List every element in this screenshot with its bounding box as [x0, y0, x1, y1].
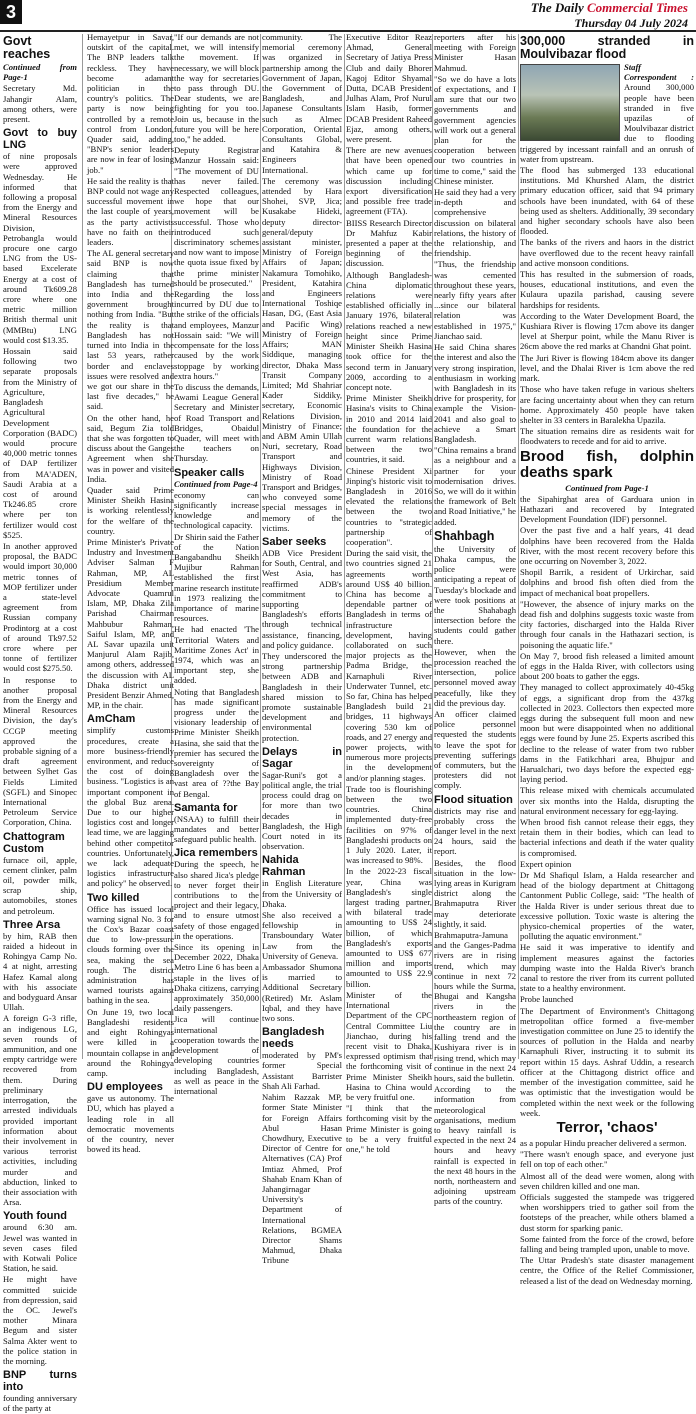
brand-part-b: Commercial Times [587, 0, 688, 15]
subhead: Probe launched [520, 994, 574, 1005]
paragraph: of nine proposals were approved Wednesday. He informed that following a proposal from the Energy and Mineral Resources Division, Petrobangla would procure one cargo LNG from the US-based Excelerate Energy at a cost of around Tk609.28 crore where one metric million British thermal unit (MMBtu) LNG would cost $13.35. [3, 151, 77, 345]
paragraph: Since its opening in December 2022, Dhaka Metro Line 6 has been a staple in the lives of Dhaka citizens, carrying approximately 350,000 daily passengers. [174, 942, 259, 1014]
paragraph: Trade too is flourishing between the two countries. China implemented duty-free facilities on 97% of Bangladeshi products on 1 July 2020. Later, it was increased to 98%. [346, 783, 432, 866]
paragraph: Almost all of the dead were women, along with seven children killed and one man. [520, 1170, 694, 1191]
paragraph: Some fainted from the force of the crowd, before falling and being trampled upon, unable to move. [520, 1233, 694, 1254]
paragraph: In another approved proposal, the BADC would import 30,000 metric tonnes of MOP fertilizer under a state-level agreement from Russian company Prodintorg at a cost of around Tk97.52 crore where per tonne of fertilizer would cost $275.50. [3, 540, 77, 674]
headline-flood-situation: Flood situation [434, 793, 513, 806]
paragraph: as a popular Hindu preacher delivered a sermon. [520, 1137, 687, 1148]
headline-brood-fish: Brood fish, dolphin deaths spark [520, 447, 694, 481]
paragraph: He said the reality is that BNP could not wage any successful movement in the last couple of years, as the party activists have no faith on their leaders. [87, 175, 174, 248]
paragraph: However, when the procession reached the intersection, police personnel moved away peacefully, like they did the previous day. [434, 646, 516, 708]
paragraph: Around 300,000 people have been stranded in five upazilas of Moulvibazar district due to flooding triggered by incessant rainfall and an onrush of water from upstream. [520, 82, 694, 164]
column-5 [346, 32, 432, 1154]
newspaper-name [531, 0, 688, 16]
paragraph: Regarding the loss incurred by DU due to the strike of the officials and employees, Manzur Hossain said: "We will compensate for the loss caused by the work stoppage by working extra hours." [174, 289, 259, 381]
column-rule [260, 34, 261, 1059]
headline-speaker-calls: Speaker calls [174, 466, 245, 479]
paragraph: BIISS Research Director Dr Mahfuz Kabir presented a paper at the beginning of the discussion. [346, 217, 432, 269]
column-4 [262, 32, 342, 1266]
column-rule [344, 34, 345, 1059]
continued-label: Continued from Page-4 [174, 478, 258, 489]
headline-govt-to-buy-lng: Govt to buy LNG [3, 127, 77, 152]
paragraph: They managed to collect approximately 40-45kg of eggs, a significant drop from the 437kg collected in 2023. Collectors then expected more eggs during the subsequent full moon and new moon but were disappointed when no additional eggs were found by June 25. Experts ascribed this decline to the release of water from two rubber dams in the Fatikchhari area, Bhujpur and Harualchari, two days before the expected egg-laying period. [520, 682, 694, 785]
paragraph: She also received a fellowship in Transboundary Water Law from the University of Geneva. [262, 910, 342, 961]
paragraph: During the said visit, the two countries signed 21 agreements worth around US$ 40 billion. China has become a dependable partner of Bangladesh in terms of infrastructure development, having collaborated on such major projects as the Padma Bridge, the Karnaphuli River Underwater Tunnel, etc. So far, China has helped Bangladesh build 21 bridges, 11 highways covering 530 km of roads, and 27 energy and power projects, with numerous more projects in the development and/or planning stages. [346, 548, 432, 783]
continued-label: Continued from Page-1 [3, 62, 77, 83]
headline-amcham: AmCham [87, 713, 136, 726]
page-header [0, 0, 696, 32]
paragraph: "I think that the forthcoming visit by the Prime Minister is going to be a very fruitful one," he told [346, 1103, 432, 1154]
paragraph: The banks of the rivers and haors in the district have overflowed due to the recent heavy rainfall and active monsoon conditions. [520, 237, 694, 268]
paragraph: Quader said Prime Minister Sheikh Hasina is working relentlessly for the welfare of the country. [87, 484, 174, 536]
headline-du-employees: DU employees [87, 1081, 163, 1094]
page-number: 3 [0, 0, 22, 24]
paragraph: There are new avenues that have been opened which came up for discussion including export diversification and possible free trade agreement (FTA). [346, 145, 432, 217]
paragraph: community. The memorial ceremony was organized in partnership among the Government of Japan, the Government of Bangladesh, and Japanese Consultants such as Almec Corporation, Oriental Consultants Global, and Katahira & Engineers International. [262, 32, 342, 175]
paragraph: simplify customs procedures, create a more business-friendly environment, and reduce the cost of doing business. "Logistics is an important component in the global Buz arena. Due to our higher logistics cost and longer lead time, we are lagging behind other competitor countries. Unfortunately, we lack adequate logistics infrastructure and policy" he observed. [87, 725, 174, 889]
paragraph: Hemayetpur in Savar, outskirt of the capital. The BNP leaders talk reckless. They have become adamant politician in the country's politics. The party is now being controlled by a remote control from London, Quader said, adding, "BNP's senior leaders are now in fear of losing job." [87, 32, 174, 175]
paragraph: Although Bangladesh-China diplomatic relations were established officially in January 1976, bilateral relations reached a new height since Prime Minister Sheikh Hasina took office for the second term in January 2009, according to a concept note. [346, 269, 432, 392]
paragraph: Hossain said following two separate proposals from the Ministry of Agriculture, Bangladesh Agricultural Development Corporation (BADC) would procure 40,000 metric tonnes of DAP fertilizer from MA'ADEN, Saudi Arabia at a cost of around Tk246.85 crore where per ton fertilizer would cost $525. [3, 346, 77, 540]
paragraph: This has resulted in the submersion of roads, houses, educational institutions, and even the Kulaura upazila parishad, causing severe hardships for residents. [520, 269, 694, 310]
paragraph: Officials suggested the stampede was triggered when worshippers tried to gather soil from the footsteps of the preacher, while others blamed a dust storm for sparking panic. [520, 1191, 694, 1233]
paragraph: Minister of the International Department of the CPC Central Committee Liu Jianchao, during his recent visit to Dhaka, expressed optimism that the forthcoming visit of Prime Minister Sheikh Hasina to China would be very fruitful one. [346, 989, 432, 1102]
column-rule [82, 34, 83, 1059]
paragraph: "However, the absence of injury marks on the dead fish and dolphins suggests toxic waste from city factories, discharged into the Halda River through four canals in the Hathazari section, is poisoning the aquatic life." [520, 598, 694, 650]
paragraph: On the other hand, he said, Begum Zia told that she was forgotten to discuss about the Ganges Agreement when she was in power and visited India. [87, 412, 174, 484]
headline-chattogram-custom: Chattogram Custom [3, 830, 65, 855]
headline-delays-in-sagar: Delays in Sagar [262, 745, 342, 770]
paragraph: In the 2022-23 fiscal year, China was Bangladesh's single largest trading partner, with bilateral trade amounting to US$ 24 billion, of which Bangladesh's exports amounted to US$ 677 million and imports amounted to US$ 22.9 billion. [346, 866, 432, 989]
paragraph: The ceremony was attended by Hara Shohei, SVP, Jica; Kusakabe Hideki, deputy director-general/deputy assistant minister, Ministry of Foreign Affairs of Japan; Nakamura Tomohiko, President, Katahira and Engineers International Toshiqe Hasan, DG, (East Asia and Pacific Wing) Ministry of Foreign Affairs; MAN Siddique, managing director, Dhaka Mass Transit Company Limited; Md Shahriar Kader Siddiky, secretary, Economic Relations Division, Ministry of Finance; and ABM Amin Ullah Nuri, secretary, Road Transport and Highways Division, Ministry of Road Transport and Bridges, who conveyed some special messages in memory of the victims. [262, 175, 342, 533]
paragraph: the University of Dhaka campus, the police were anticipating a repeat of Tuesday's blockade and were took positions at the Shahabagh intersection before the students could gather there. [434, 543, 516, 646]
paragraph: gave us autonomy. The DU, which has played a leading role in all democratic movements of the country, never bowed its head. [87, 1093, 174, 1155]
paragraph: According to the Water Development Board, the Kushiara River is flowing 17cm above its danger level at Sherpur point, while the Manu River is 26cm above the red marks at Chandni Ghat point. [520, 310, 694, 352]
paragraph: "So we do have a lots of expectations, and I am sure that our two governments and government agencies will work out a general plan for the cooperation between our two countries in time to come," said the Chinese minister. [434, 73, 516, 186]
paragraph: furnace oil, apple, cement clinker, palm oil, powder milk, scrap ship, automobiles, stones and petroleum. [3, 854, 77, 916]
paragraph: Chinese President Xi Jinping's historic visit to Bangladesh in 2016 elevated the relations between the two countries to "strategic partnership of cooperation". [346, 465, 432, 547]
paragraph: He had enacted 'The Territorial Waters and Maritime Zones Act' in 1974, which was an important step, she added. [174, 624, 259, 686]
paragraph: Dr Shirin said the Father of the Nation Bangabandhu Sheikh Mujibur Rahman established the first marine research institute in 1973 realizing the importance of marine resources. [174, 531, 259, 624]
paragraph: The situation remains dire as residents wait for floodwaters to recede and for aid to arrive. [520, 426, 694, 447]
headline-two-killed: Two killed [87, 891, 140, 904]
headline-bangladesh-needs: Bangladesh needs [262, 1026, 325, 1051]
continued-label: Continued from Page-1 [565, 482, 649, 493]
flood-photo [520, 64, 620, 141]
paragraph: During the speech, he also shared Jica's pledge to never forget their contributions to the project and their legacy, and to ensure utmost safety of those engaged in the operations. [174, 859, 259, 941]
paragraph: He said China shares the interest and also the very strong inspiration, enthusiasm in working with Bangladesh in its drive for prosperity, for example the Vision-2041 and also goal to achieve a Smart Bangladesh. [434, 342, 516, 444]
paragraph: According to the information from meteorological organisations, medium to heavy rainfall is expected in the next 24 hours and heavy rainfall is expected in the next 48 hours in the north, northeastern and adjoining upstream parts of the country. [434, 1084, 516, 1207]
headline-three-arsa: Three Arsa [3, 918, 61, 931]
paragraph: The AL general secretary said BNP is now claiming that Bangladesh has turned into India and the government brought nothing from India. "But the reality is that Bangladesh has not turned into India in the last 53 years, rather border and enclaves issues were resolved and we got our share in the last five decades," he said. [87, 248, 174, 412]
paragraph: Over the past five and a half years, 41 dead dolphins have been recovered from the Halda River, with the most recent recovery before this one occurring on November 3, 2022. [520, 525, 694, 566]
column-2 [87, 32, 174, 1155]
paragraph: around 6:30 am. Jewel was wanted in seven cases filed with Kotwali Police Station, he said. [3, 1222, 77, 1274]
paragraph: On May 7, brood fish released a limited amount of eggs in the Halda River, with collectors using about 200 boats to gather the eggs. [520, 650, 694, 682]
paragraph: ADB Vice President for South, Central, and West Asia, has reaffirmed ADB's commitment to supporting Bangladesh's efforts through technical assistance, financing, and policy guidance. [262, 547, 342, 650]
column-rule [432, 34, 433, 1059]
paragraph: "Thus, the friendship was cemented throughout these years, nearly fifty years after ...since our bilateral relation was established in 1975," Jianchao said. [434, 259, 516, 341]
masthead [531, 0, 688, 31]
headline-saber-seeks: Saber seeks [262, 535, 327, 548]
paragraph: Prime Minister's Private Industry and Investment Adviser Salman F Rahman, MP, AL Presidium Member Advocate Quamrul Islam, MP, Dhaka Zila Parishad Chairman Mahbubur Rahman, Saiful Islam, MP, and AL Savar upazila unit Manjurul Alam Rajib, among others, addressed the discussion with AL Dhaka district unit President Benzir Ahmed, MP, in the chair. [87, 536, 174, 711]
paragraph: districts may rise and probably cross the danger level in the next 24 hours, said the report. [434, 805, 516, 857]
paragraph: economy can significantly increase knowledge and technological capacity. [174, 489, 259, 531]
issue-date: Thursday 04 July 2024 [574, 16, 688, 30]
paragraph: He might have committed suicide from depression, said the OC. Jewel's mother Minara Begum and sister Salma Akter went to the police station in the morning. [3, 1274, 77, 1366]
headline-moulvibazar-flood: 300,000 stranded in Moulvibazar flood [520, 34, 694, 61]
paragraph: The Juri River is flowing 184cm above its danger level, and the Dhalai River is 1cm above the red mark. [520, 352, 694, 384]
paragraph: Besides, the flood situation in the low-lying areas in Kurigram district along the Brahmaputra River may deteriorate slightly, it said. [434, 857, 516, 929]
paragraph: reporters after his meeting with Foreign Minister Hasan Mahmud. [434, 32, 516, 73]
paragraph: Shopil Barrik, a resident of Urkirchar, said dolphins and brood fish often died from the impact of mechanical boat propellers. [520, 567, 694, 598]
column-3 [174, 32, 259, 1096]
subhead: Expert opinion [520, 858, 572, 869]
paragraph: founding anniversary of the party at [3, 1393, 77, 1414]
headline-bnp-turns-into: BNP turns into [3, 1369, 77, 1394]
column-7 [520, 32, 694, 1286]
paragraph: Secretary Md. Jahangir Alam, among others, were present. [3, 83, 77, 125]
headline-terror-chaos: Terror, 'chaos' [556, 1118, 658, 1136]
paragraph: "There wasn't enough space, and everyone just fell on top of each other." [520, 1149, 694, 1170]
headline-samanta-for: Samanta for [174, 801, 238, 814]
paragraph: Deputy Registrar Manzur Hossain said: "The movement of DU has never failed. Respected colleagues, we hope that our movement will be successful. Those who introduced such discriminatory schemes and now want to impose the quota issue fixed by the prime minister should be prosecuted." [174, 145, 259, 288]
column-6 [434, 32, 516, 1207]
headline-shahbagh: Shahbagh [434, 528, 495, 543]
paragraph: Prime Minister Sheikh Hasina's visits to China in 2010 and 2014 laid the foundation for the current warm relations between the two countries, it said. [346, 393, 432, 465]
paragraph: Jica will continue international cooperation towards the development of developing countries including Bangladesh, as well as peace in the international [174, 1014, 259, 1096]
headline-jica-remembers: Jica remembers [174, 847, 258, 860]
paragraph: He said they had a very in-depth and comprehensive discussion on bilateral relations, the history of the relationship, and friendship. [434, 187, 516, 259]
paragraph: Office has issued local warning signal No. 3 for the Cox's Bazar coast due to low-pressure clouds forming over the sea, making the sea rough. The district administration has warned tourists against bathing in the sea. [87, 903, 174, 1006]
paragraph: Ambassador Shumona is married to Additional Secretary (Retired) Mr. Aslam Iqbal, and they have two sons. [262, 962, 342, 1024]
paragraph: "If our demands are not met, we will intensify the movement. If necessary, we will block the way for secretaries to pass through DU. Dear students, we are fighting for you too. Join us, because in the future you will be here too," he added. [174, 32, 259, 145]
paragraph: The Department of Environment's Chittagong metropolitan office formed a five-member investigation committee on June 25 to identify the sources of pollution in the Halda and nearby Karnaphuli River, instructing it to submit its report within 15 days. Ashraf Uddin, a research officer at the Chittagong district office and member of the investigation committee, said he was optimistic that the investigation would be completed within the next week or the following week. [520, 1005, 694, 1118]
paragraph: "China remains a brand as a neighbour and a partner for your modernisation drives. So, we will do it within the framework of Belt and Road Initiative," he added. [434, 445, 516, 527]
paragraph: To discuss the demands, Awami League General Secretary and Minister of Road Transport and Bridges, Obaidul Quader, will meet with the teachers on Thursday. [174, 381, 259, 464]
paragraph: Noting that Bangladesh has made significant progress under the visionary leadership of Prime Minister Sheikh Hasina, she said that the premier has secured the sovereignty of Bangladesh over the vast area of ??the Bay of Bengal. [174, 686, 259, 799]
paragraph: Dr Md Shafiqul Islam, a Halda researcher and head of the biology department at Chittagong Cantonment Public College, said: "The health of the Halda River is under serious threat due to excessive pollution. Toxic waste is altering the physico-chemical properties of the water, polluting the aquatic environment." [520, 870, 694, 942]
paragraph: the Sipahirghat area of Garduara union in Hathazari and recovered by Integrated Development Foundation (IDF) personnel. [520, 493, 694, 525]
paragraph: This release mixed with chemicals accumulated over six months into the Halda, disrupting the natural environment necessary for egg-laying. [520, 785, 694, 816]
paragraph: Those who have taken refuge in various shelters are facing uncertainty about when they can return home. Approximately 450 people have taken shelter in 33 centers in Baralekha Upazila. [520, 384, 694, 425]
paragraph: They underscored the strong partnership between ADB and Bangladesh in their shared mission to promote sustainable development and environmental protection. [262, 650, 342, 743]
paragraph: Nahim Razzak MP, former State Minister for Foreign Affairs Abul Hasan Chowdhury, Executive Director of Centre for Alternatives (CA) Prof Imtiaz Ahmed, Prof Shahab Enam Khan of Jahangirnagar University's Department of International Relations, BGMEA Director Shams Mahmud, Dhaka Tribune [262, 1092, 342, 1266]
paragraph: Sagar-Runi's got a political angle, the trial process could drag on for more than two decades in Bangladesh, the High Court noted in its observation. [262, 769, 342, 852]
brand-part-a: The Daily [530, 0, 588, 15]
paragraph: The flood has submerged 133 educational institutions. Md Khurshed Alam, the district primary education officer, said that 94 primary schools have been inundated, with 64 of these being used as shelters. Additionally, 39 secondary and higher secondary schools have also been flooded. [520, 165, 694, 237]
paragraph: In response to another proposal from the Energy and Mineral Resources Division, the day's CCGP meeting approved the probable signing of a draft agreement between Sylhet Gas Fields Limited (SGFL) and Sinopec International Petroleum Service Corporation, China. [3, 674, 77, 828]
paragraph: moderated by PM's former Special Assistant Barrister Shah Ali Farhad. [262, 1050, 342, 1091]
headline-youth-found: Youth found [3, 1210, 67, 1223]
paragraph: Brahmaputra-Jamuna and the Ganges-Padma rivers are in rising trend, which may continue in next 72 hours while the Surma, Bhugai and Kangsha rivers in the northeastern region of the country are in falling trend and the Kushiyara river is in rising trend, which may continue in the next 24 hours, said the bulletin. [434, 930, 516, 1083]
paragraph: (NSAA) to fulfill their mandates and better safeguard public health. [174, 813, 259, 845]
paragraph: by him, RAB then raided a hideout in Rohingya Camp No. 4 at night, arresting Hafez Kamal along with his associate and bodyguard Ansar Ullah. [3, 930, 77, 1013]
paragraph: Executive Editor Reaz Ahmad, General Secretary of Jatiya Press Club and daily Bhorer Kagoj Editor Shyamal Dutta, DCAB President Julhas Alam, Prof Nurul Islam Hasib, former DCAB President Raheed Ejaz, among others, were present. [346, 32, 432, 145]
paragraph: On June 19, two local Bangladeshi residents and eight Rohingyas were killed in a mountain collapse in and around the Rohingya camp. [87, 1006, 174, 1078]
paragraph: The Uttar Pradesh's state disaster management centre, the Office of the Relief Commissioner, released a list of the dead on Wednesday morning. [520, 1255, 694, 1286]
headline-nahida-rahman: Nahida Rahman [262, 854, 306, 879]
paragraph: in English Literature from the University of Dhaka. [262, 878, 342, 909]
paragraph: An officer claimed police personnel requested the students to leave the spot for preventing sufferings of commuters, but the protesters did not comply. [434, 709, 516, 791]
paragraph: He said it was imperative to identify and implement measures against the factories dumping waste into the Halda River's branch canal to restore the river from its current polluted state to a healthy environment. [520, 942, 694, 994]
column-1 [3, 32, 77, 1414]
paragraph: When brood fish cannot release their eggs, they retain them in their bodies, which can lead to bacterial infections and death if the water quality is compromised. [520, 817, 694, 858]
column-rule [518, 34, 519, 1059]
headline-govt-reaches: Govt reaches [3, 34, 51, 61]
paragraph: A foreign G-3 rifle, an indigenous LG, seven rounds of ammunition, and one empty cartridge were recovered from them. During preliminary interrogation, the arrested individuals provided important information about their involvement in various terrorist activities, including murder and abduction, linked to their association with Arsa. [3, 1013, 77, 1208]
byline: Staff Correspondent : [624, 62, 694, 83]
